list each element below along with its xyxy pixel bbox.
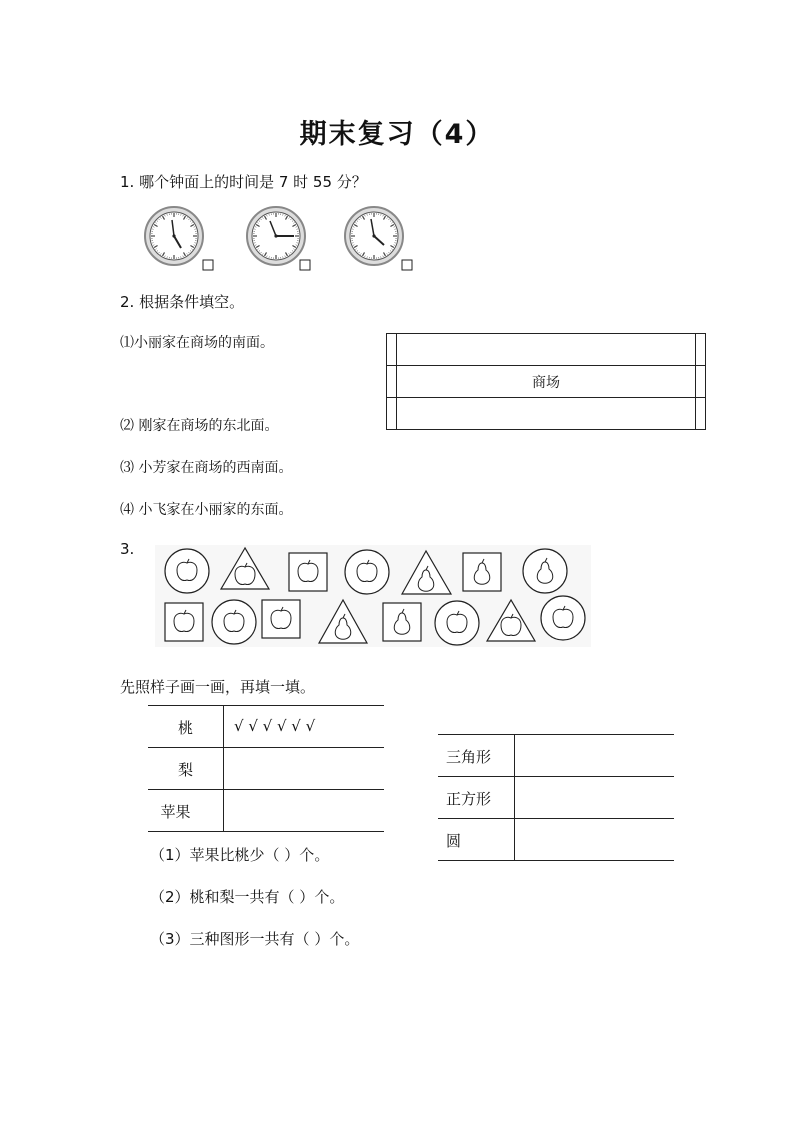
grid-cell-sw[interactable]	[387, 398, 397, 430]
shape-value-circle[interactable]	[520, 822, 670, 856]
circle-with-apple	[212, 600, 256, 644]
q3-instruction: 先照样子画一画，再填一填。	[120, 678, 316, 696]
q2-item-1: ⑴小丽家在商场的南面。	[120, 335, 274, 351]
square-with-apple	[165, 603, 203, 641]
shape-label-square: 正方形	[446, 790, 492, 808]
triangle-with-apple	[221, 548, 269, 589]
clock-group	[140, 204, 430, 274]
clock-face-3	[345, 207, 403, 265]
fruit-label-pear: 梨	[177, 761, 193, 779]
grid-cell-s[interactable]	[397, 398, 695, 430]
answer-box-1[interactable]	[203, 260, 213, 270]
shape-table	[438, 734, 674, 860]
grid-cell-n[interactable]	[397, 334, 695, 366]
grid-cell-w[interactable]	[387, 366, 397, 398]
question-1-text: 1. 哪个钟面上的时间是 7 时 55 分？	[120, 173, 367, 191]
q2-item-4: ⑷ 小飞家在小丽家的东面。	[120, 502, 293, 518]
square-with-apple	[262, 600, 300, 638]
question-2-text: 2. 根据条件填空。	[120, 293, 245, 311]
answer-box-2[interactable]	[300, 260, 310, 270]
grid-cell-se[interactable]	[695, 398, 705, 430]
clock-center	[274, 234, 277, 237]
square-with-pear	[383, 603, 421, 641]
shapes-figure	[155, 545, 591, 647]
circle-with-apple	[541, 596, 585, 640]
fruit-value-apple[interactable]	[228, 793, 378, 827]
circle-with-pear	[523, 549, 567, 593]
fruit-label-apple: 苹果	[160, 803, 191, 821]
triangle-with-pear	[319, 600, 367, 643]
square-with-pear	[463, 553, 501, 591]
q3-sub-1: （1）苹果比桃少（ ）个。	[150, 846, 330, 864]
shape-label-circle: 圆	[446, 832, 462, 850]
circle-with-apple	[345, 550, 389, 594]
shape-label-triangle: 三角形	[446, 748, 492, 766]
q2-item-2: ⑵ 刚家在商场的东北面。	[120, 418, 279, 434]
question-3-number: 3.	[120, 540, 135, 558]
grid-cell-center: 商场	[397, 366, 695, 398]
shape-value-triangle[interactable]	[520, 738, 670, 772]
q3-sub-2: （2）桃和梨一共有（ ）个。	[150, 888, 345, 906]
square-with-apple	[289, 553, 327, 591]
clock-center	[172, 234, 175, 237]
triangle-with-apple	[487, 600, 535, 641]
circle-with-apple	[435, 601, 479, 645]
answer-box-3[interactable]	[402, 260, 412, 270]
direction-grid	[386, 333, 706, 430]
page-title: 期末复习（4）	[299, 119, 495, 150]
fruit-table	[148, 705, 384, 831]
fruit-label-peach: 桃	[177, 719, 193, 737]
clock-face-2	[247, 207, 305, 265]
triangle-with-pear	[402, 551, 451, 594]
shape-value-square[interactable]	[520, 780, 670, 814]
clock-center	[372, 234, 375, 237]
fruit-value-pear[interactable]	[228, 751, 378, 785]
q3-sub-3: （3）三种图形一共有（ ）个。	[150, 930, 360, 948]
fruit-value-peach: √ √ √ √ √ √	[234, 717, 316, 735]
grid-cell-e[interactable]	[695, 366, 705, 398]
grid-cell-ne[interactable]	[695, 334, 705, 366]
grid-cell-nw[interactable]	[387, 334, 397, 366]
q2-item-3: ⑶ 小芳家在商场的西南面。	[120, 460, 293, 476]
circle-with-apple	[165, 549, 209, 593]
clock-face-1	[145, 207, 203, 265]
